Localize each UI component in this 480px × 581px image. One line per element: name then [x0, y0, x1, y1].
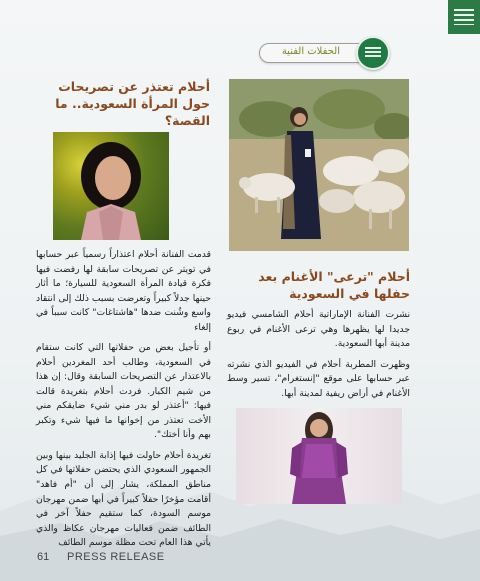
article-right-headline: أحلام "ترعى" الأغنام بعد حفلها في السعودية — [258, 269, 410, 301]
article-left-paragraph: أو تأجيل بعض من حفلاتها التي كانت ستقام في السعودية، وطالب أحد المغردين أحلام بالاعتذار عن التصريحات السابقة وقال: إن هذا من شيم الكبار. فردت أحلام بتغريدة قالت فيها: "أعتذر لو بدر مني شيء ضايقكم مني الأخت تعتذر من إخوانها ما فيها شيء وتكبر بهم وأنا أختك". — [36, 342, 211, 441]
portrait-photo — [53, 132, 169, 240]
sheep-herding-photo — [229, 79, 409, 251]
article-right-paragraph: وظهرت المطربة أحلام في الفيديو الذي نشرته عبر حسابها على موقع "إنستغرام"، تسير وسط الأغنام في أراض ريفية لمدينة أبها. — [227, 358, 410, 399]
publication-label: PRESS RELEASE — [67, 551, 165, 563]
article-left-paragraph: تغريدة أحلام حاولت فيها إذابة الجليد بينها وبين الجمهور السعودي الذي يحتضن حفلاتها في كل مناطق المملكة، يشار إلى أن "أم فاهد" أقامت مؤخرًا حفلاً كبيراً في أبها ضمن مهرجان موسم السودة، كما ستقيم حفلاً آخر في الطائف ضمن فعاليات مهرجان عكاظ والذي يأتي هذا العام تحت مظلة موسم الطائف — [36, 449, 211, 549]
section-label: الحفلات الفنية — [281, 46, 340, 57]
page-number: 61 — [37, 551, 50, 563]
article-left-paragraph: قدمت الفنانة أحلام اعتذاراً رسمياً عبر حسابها في تويتر عن تصريحات سابقة لها رفضت فيها فكرة قيادة المرأة السعودية للسيارة؛ ما أثار حينها جدلاً كبيراً وتعرضت بسبب ذلك إلى انتقاد واسع وشُنت ضدها "هاشتاغات" كانت سبباً في إلغاء — [36, 249, 211, 333]
saudi-flag-emblem — [448, 0, 480, 34]
article-right-body — [227, 308, 410, 407]
article-right-paragraph: نشرت الفنانة الإماراتية أحلام الشامسي فيديو جديدا لها يظهرها وهي ترعى الأغنام في ربوع مدينة أبها السعودية. — [227, 309, 410, 350]
article-left-headline: أحلام تعتذر عن تصريحات حول المرأة السعودية.. ما القصة؟ — [55, 79, 210, 128]
article-left-body — [36, 248, 211, 557]
section-emblem-icon — [356, 36, 390, 70]
purple-gown-photo — [236, 408, 402, 504]
